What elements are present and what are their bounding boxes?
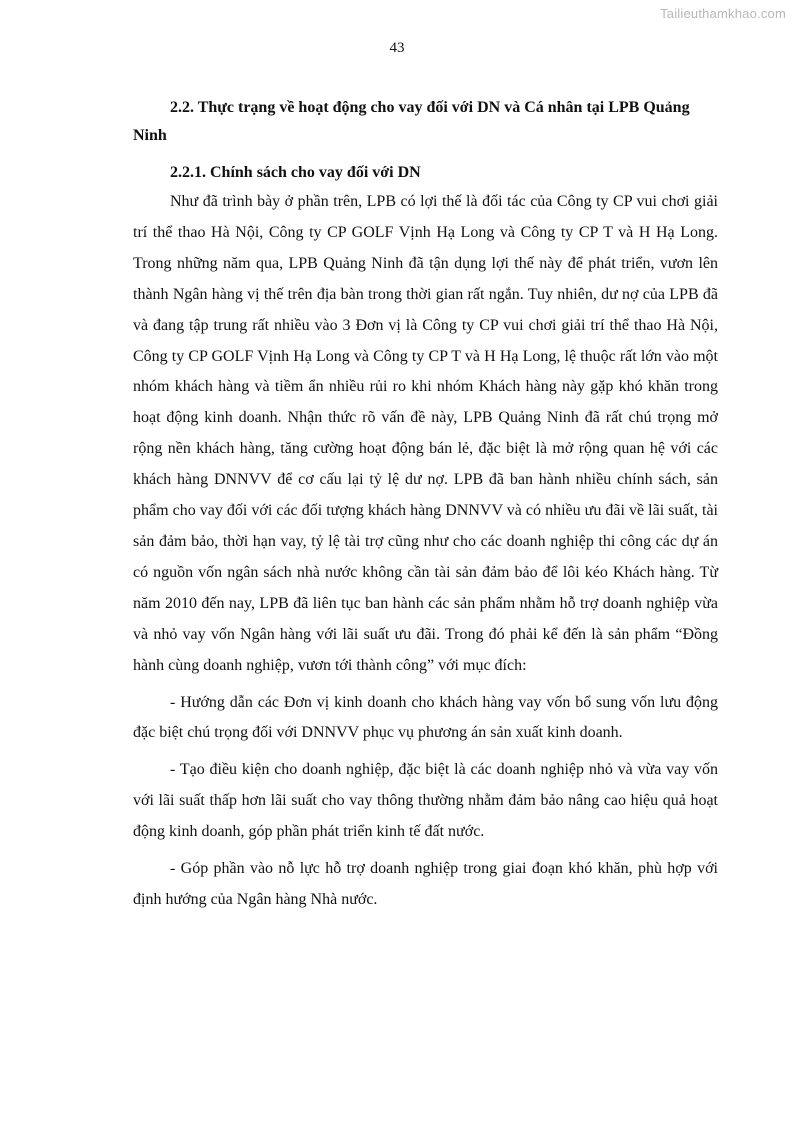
- body-paragraph: Như đã trình bày ở phần trên, LPB có lợi thế là đối tác của Công ty CP vui chơi giải trí thể thao Hà Nội, Công ty CP GOLF Vịnh Hạ Long và Công ty CP T và H Hạ Long. Trong những năm qua, LPB Quảng Ninh đã tận dụng lợi thế này để phát triển, vươn lên thành Ngân hàng vị thế trên địa bàn trong thời gian rất ngắn. Tuy nhiên, dư nợ của LPB đã và đang tập trung rất nhiều vào 3 Đơn vị là Công ty CP vui chơi giải trí thể thao Hà Nội, Công ty CP GOLF Vịnh Hạ Long và Công ty CP T và H Hạ Long, lệ thuộc rất lớn vào một nhóm khách hàng và tiềm ẩn nhiều rủi ro khi nhóm Khách hàng này gặp khó khăn trong hoạt động kinh doanh. Nhận thức rõ vấn đề này, LPB Quảng Ninh đã rất chú trọng mở rộng nền khách hàng, tăng cường hoạt động bán lẻ, đặc biệt là mở rộng quan hệ với các khách hàng DNNVV để cơ cấu lại tỷ lệ dư nợ. LPB đã ban hành nhiều chính sách, sản phẩm cho vay đối với các đối tượng khách hàng DNNVV và có nhiều ưu đãi về lãi suất, tài sản đảm bảo, thời hạn vay, tỷ lệ tài trợ cũng như cho các doanh nghiệp thi công các dự án có nguồn vốn ngân sách nhà nước không cần tài sản đảm bảo để lôi kéo Khách hàng. Từ năm 2010 đến nay, LPB đã liên tục ban hành các sản phẩm nhằm hỗ trợ doanh nghiệp vừa và nhỏ vay vốn Ngân hàng với lãi suất ưu đãi. Trong đó phải kể đến là sản phẩm “Đồng hành cùng doanh nghiệp, vươn tới thành công” với mục đích:: [133, 193, 718, 674]
- bullet-item-3: - Góp phần vào nỗ lực hỗ trợ doanh nghiệp trong giai đoạn khó khăn, phù hợp với định hướng của Ngân hàng Nhà nước.: [133, 860, 718, 908]
- subsection-heading: 2.2.1. Chính sách cho vay đối với DN: [170, 164, 421, 181]
- bullet-item-2: - Tạo điều kiện cho doanh nghiệp, đặc biệt là các doanh nghiệp nhỏ và vừa vay vốn với lãi suất thấp hơn lãi suất cho vay thông thường nhằm đảm bảo nâng cao hiệu quả hoạt động kinh doanh, góp phần phát triển kinh tế đất nước.: [133, 761, 718, 841]
- page-number: 43: [389, 40, 405, 56]
- document-body: [133, 94, 718, 916]
- section-heading: 2.2. Thực trạng về hoạt động cho vay đối với DN và Cá nhân tại LPB Quảng Ninh: [133, 99, 690, 144]
- bullet-item-1: - Hướng dẫn các Đơn vị kinh doanh cho khách hàng vay vốn bổ sung vốn lưu động đặc biệt chú trọng đối với DNNVV phục vụ phương án sản xuất kinh doanh.: [133, 693, 718, 742]
- watermark: Tailieuthamkhao.com: [660, 6, 786, 21]
